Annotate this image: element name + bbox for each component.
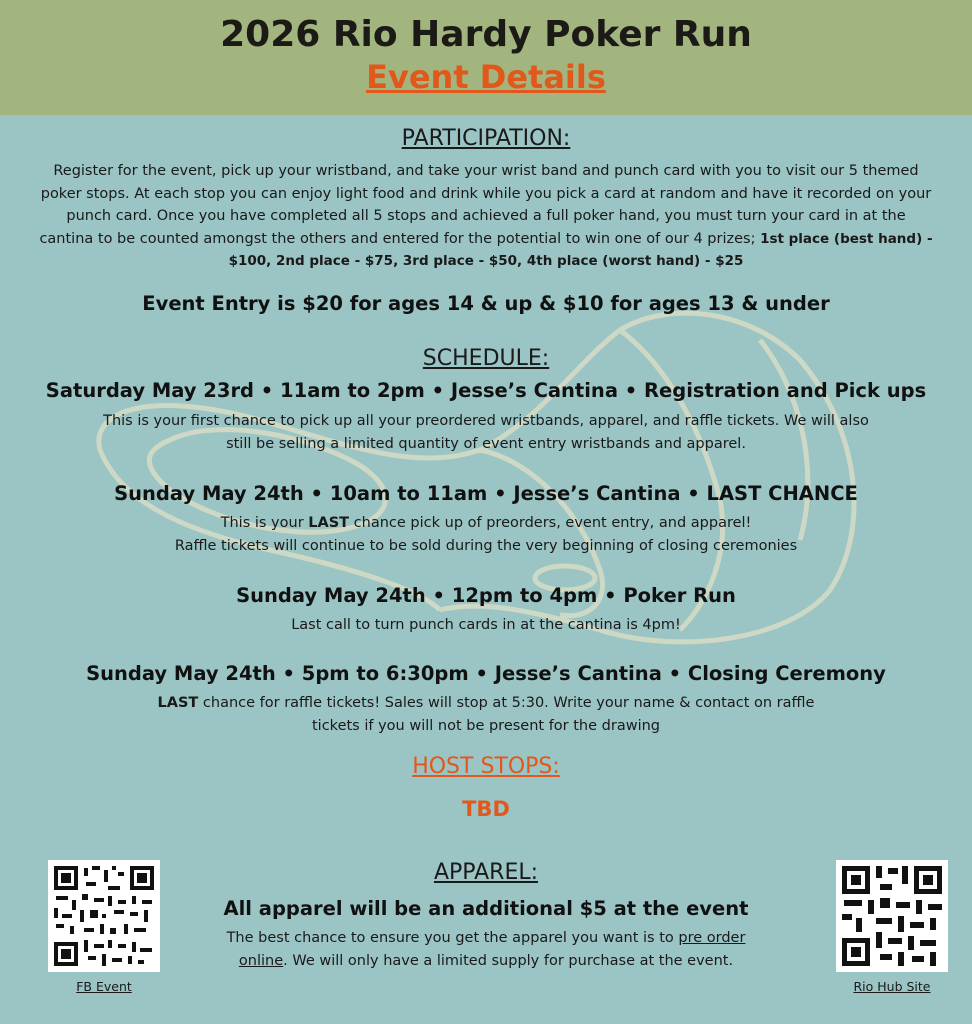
online-link[interactable]: online bbox=[238, 952, 284, 969]
apparel-desc-post: . We will only have a limited supply for purchase at the event. bbox=[283, 952, 734, 969]
event-desc-sun-last-chance-line2: Raffle tickets will continue to be sold during the very beginning of closing ceremonies bbox=[174, 537, 798, 554]
apparel-desc bbox=[196, 927, 776, 972]
host-stops-title: HOST STOPS: bbox=[412, 754, 560, 779]
header-banner bbox=[0, 0, 972, 115]
event-desc-sun-last-chance-line1 bbox=[40, 512, 932, 535]
desc-bold: LAST bbox=[308, 515, 350, 531]
schedule-title: SCHEDULE: bbox=[422, 346, 550, 371]
apparel-title: APPAREL: bbox=[433, 860, 539, 885]
prize-list: 1st place (best hand) - $100, 2nd place - $75, 3rd place - $50, 4th place (worst hand) - $25 bbox=[228, 230, 933, 269]
event-desc-sat-line1: This is your first chance to pick up all your preordered wristbands, apparel, and raffle tickets. We will also bbox=[103, 413, 869, 429]
qr-icon bbox=[836, 860, 948, 972]
fb-event-link[interactable]: FB Event bbox=[76, 979, 132, 994]
event-desc-closing-line2: tickets if you will not be present for the drawing bbox=[312, 717, 660, 734]
preorder-link[interactable]: pre order bbox=[678, 930, 746, 946]
event-desc-sat-line2: still be selling a limited quantity of event entry wristbands and apparel. bbox=[226, 435, 746, 452]
event-desc-sun-last-chance bbox=[40, 512, 932, 557]
qr-icon bbox=[48, 860, 160, 972]
desc-bold: LAST bbox=[157, 695, 199, 711]
event-desc-closing bbox=[40, 692, 932, 737]
event-heading-sun-last-chance: Sunday May 24th • 10am to 11am • Jesse’s Cantina • LAST CHANCE bbox=[114, 482, 858, 505]
desc-post: chance for raffle tickets! Sales will stop at 5:30. Write your name & contact on raffle bbox=[198, 695, 815, 711]
page-subtitle: Event Details bbox=[366, 58, 606, 96]
participation-text bbox=[38, 160, 934, 273]
desc-post: chance pick up of preorders, event entry, and apparel! bbox=[349, 515, 752, 531]
desc-pre: This is your bbox=[220, 515, 309, 531]
rio-hub-site-link[interactable]: Rio Hub Site bbox=[853, 979, 931, 994]
entry-fee: Event Entry is $20 for ages 14 & up & $10 for ages 13 & under bbox=[142, 292, 830, 315]
apparel-desc-pre: The best chance to ensure you get the apparel you want is to bbox=[226, 930, 679, 946]
apparel-headline: All apparel will be an additional $5 at the event bbox=[223, 897, 749, 920]
fb-event-qr-code[interactable] bbox=[48, 860, 160, 972]
rio-hub-qr-code[interactable] bbox=[836, 860, 948, 972]
event-desc-sat bbox=[40, 410, 932, 455]
event-desc-closing-line1 bbox=[40, 692, 932, 715]
participation-body: Register for the event, pick up your wristband, and take your wrist band and punch card with you to visit our 5 themed poker stops. At each stop you can enjoy light food and drink while you pick a card at random and have it recorded on your punch card. Once you have completed all 5 stops and achieved a full poker hand, you must turn your card in at the cantina to be counted amongst the others and entered for the potential to win one of our 4 prizes; bbox=[39, 163, 932, 247]
event-desc-poker-run: Last call to turn punch cards in at the cantina is 4pm! bbox=[291, 617, 681, 633]
page-title: 2026 Rio Hardy Poker Run bbox=[220, 14, 752, 55]
event-heading-sat: Saturday May 23rd • 11am to 2pm • Jesse’s Cantina • Registration and Pick ups bbox=[45, 379, 927, 402]
host-stops-value: TBD bbox=[462, 797, 510, 821]
event-heading-closing: Sunday May 24th • 5pm to 6:30pm • Jesse’s Cantina • Closing Ceremony bbox=[86, 662, 886, 685]
participation-title: PARTICIPATION: bbox=[401, 126, 571, 151]
event-heading-poker-run: Sunday May 24th • 12pm to 4pm • Poker Run bbox=[236, 584, 736, 607]
